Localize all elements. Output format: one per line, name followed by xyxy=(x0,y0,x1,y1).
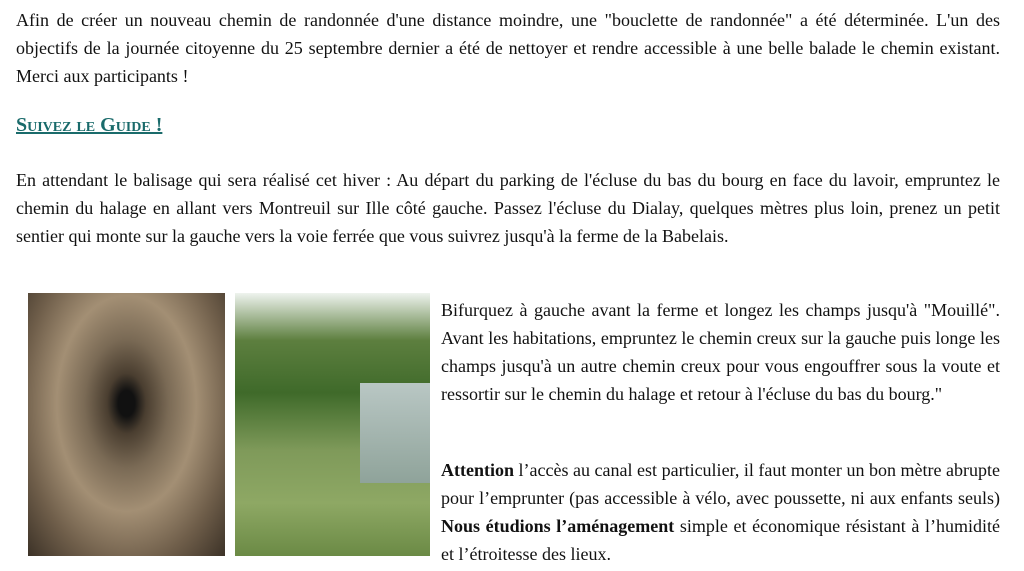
intro-paragraph: Afin de créer un nouveau chemin de randonnée d'une distance moindre, une "bouclette de randonnée" a été déterminée. L'un des objectifs de la journée citoyenne du 25 septembre dernier a été de nettoyer et rendre accessible à une belle balade le chemin existant. Merci aux participants ! xyxy=(16,10,1000,86)
directions-paragraph: En attendant le balisage qui sera réalisé cet hiver : Au départ du parking de l'écluse du bas du bourg en face du lavoir, empruntez le chemin du halage en allant vers Montreuil sur Ille côté gauche. Passez l'écluse du Dialay, quelques mètres plus loin, prenez un petit sentier qui monte sur la gauche vers la voie ferrée que vous suivrez jusqu'à la ferme de la Babelais. xyxy=(16,170,1000,246)
attention-label: Attention xyxy=(441,460,514,480)
canal-path-photo xyxy=(235,293,430,556)
attention-paragraph xyxy=(441,456,1000,568)
attention-text: l’accès au canal est particulier, il faut monter un bon mètre abrupte pour l’emprunter (pas accessible à vélo, avec poussette, ni aux enfants seuls) xyxy=(441,460,1000,508)
tunnel-photo xyxy=(28,293,225,556)
study-text: simple et économique résistant à l’humidité et l’étroitesse des lieux. xyxy=(441,516,1000,564)
study-label: Nous étudions l’aménagement xyxy=(441,516,675,536)
section-heading: Suivez le Guide ! xyxy=(16,114,163,136)
route-paragraph: Bifurquez à gauche avant la ferme et longez les champs jusqu'à "Mouillé". Avant les habitations, empruntez le chemin creux sur la gauche puis longe les champs jusqu'à un autre chemin creux pour vous engouffrer sous la voute et ressortir sur le chemin du halage et retour à l'écluse du bas du bourg." xyxy=(441,300,1000,404)
